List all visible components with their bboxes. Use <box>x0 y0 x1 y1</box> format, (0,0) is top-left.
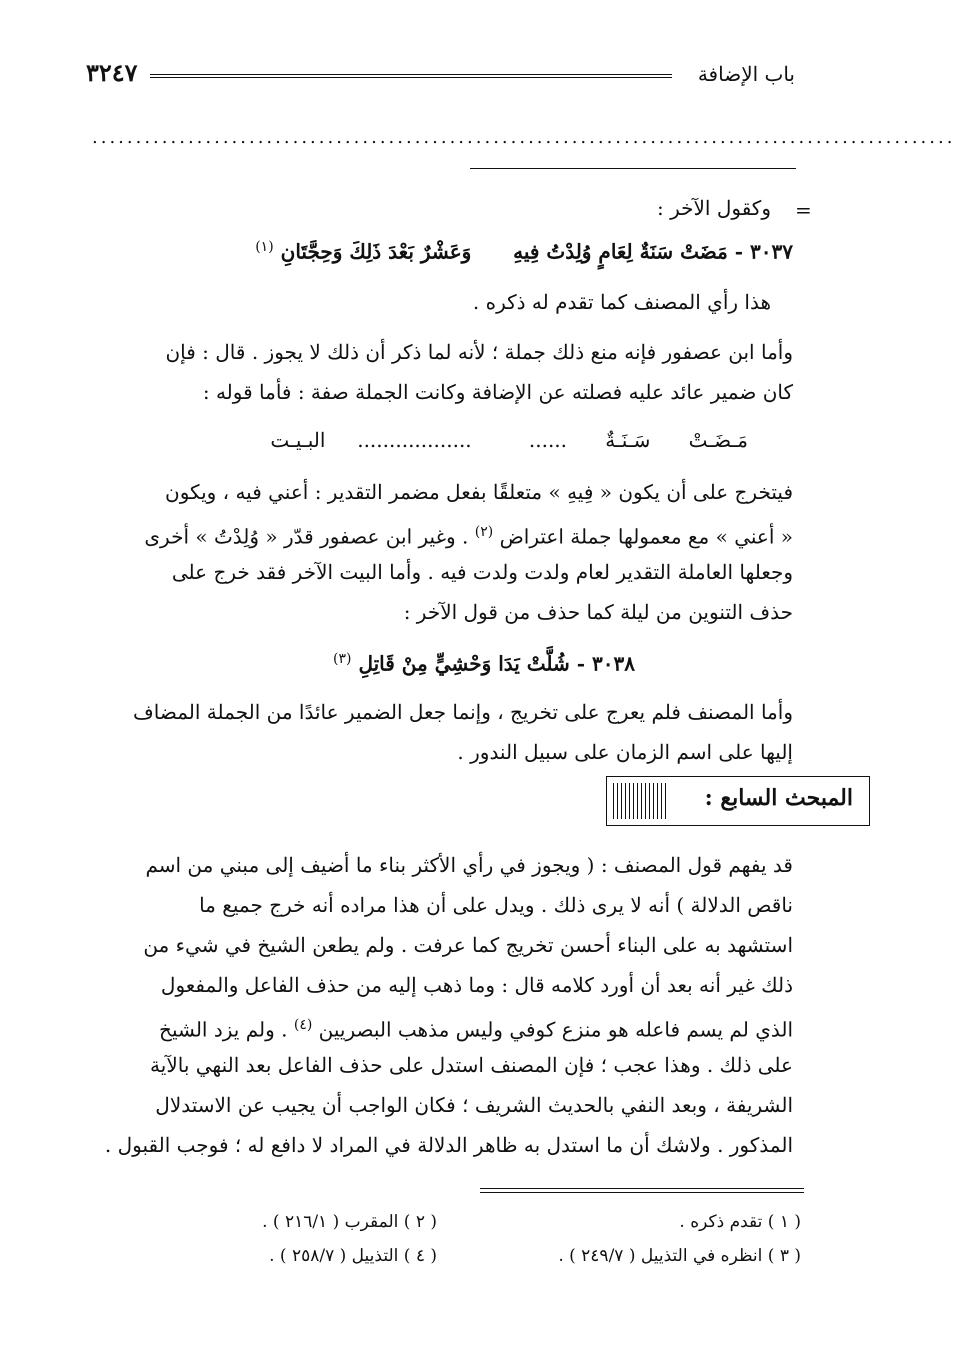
continuation-mark: = <box>795 198 812 222</box>
text-line: قد يفهم قول المصنف : ( ويجوز في رأي الأكثر بناء ما أضيف إلى مبني من اسم <box>145 853 793 877</box>
quoted-dots: .................. <box>357 428 472 452</box>
section-heading-box <box>606 776 870 826</box>
footnote-ref: (٤) <box>293 1017 313 1033</box>
footnote-4: ( ٤ ) التذييل ( ٢٥٨/٧ ) . <box>269 1246 437 1266</box>
text-line: المذكور . ولاشك أن ما استدل به ظاهر الدلالة في المراد لا دافع له ؛ فوجب القبول . <box>104 1133 793 1157</box>
page-number: ٣٢٤٧ <box>86 58 138 87</box>
continuation-dots: ................................................................................................... <box>92 127 955 148</box>
footnote-ref: (١) <box>255 239 274 255</box>
verse-hemistich-1: مَضَتْ سَنَةٌ لِعَامٍ وُلِدْتُ فِيهِ <box>513 239 728 264</box>
text-line: إليها على اسم الزمان على سبيل الندور . <box>457 740 793 764</box>
footnote-1: ( ١ ) تقدم ذكره . <box>679 1212 801 1232</box>
footnote-2: ( ٢ ) المقرب ( ٢١٦/١ ) . <box>262 1212 437 1232</box>
section-title: المبحث السابع : <box>704 785 853 811</box>
footnote-ref: (٣) <box>333 651 352 667</box>
text-line: حذف التنوين من ليلة كما حذف من قول الآخر : <box>403 600 793 624</box>
quoted-word: سَـنَـةٌ <box>605 428 651 452</box>
text-line: « أعني » مع معمولها جملة اعتراض $^{(٢)}$ . وغير ابن عصفور قدّر « وُلِدْتُ » أخرى <box>144 524 793 549</box>
footnote-3: ( ٣ ) انظره في التذييل ( ٢٤٩/٧ ) . <box>558 1246 801 1266</box>
verse-3038 <box>92 644 635 679</box>
text-line: على ذلك . وهذا عجب ؛ فإن المصنف استدل على حذف الفاعل بعد النهي بالآية <box>150 1053 793 1077</box>
text-line: ذلك غير أنه بعد أن أورد كلامه قال : وما ذهب إليه من حذف الفاعل والمفعول <box>160 973 793 997</box>
text-line: الشريفة ، وبعد النفي بالحديث الشريف ؛ فكان الواجب أن يجيب عن الاستدلال <box>155 1093 793 1117</box>
verse-number: ٣٠٣٧ - <box>734 239 793 264</box>
text-line: استشهد به على البناء أحسن تخريج كما عرفت . ولم يطعن الشيخ في شيء من <box>143 933 793 957</box>
text-line: فيتخرج على أن يكون « فِيهِ » متعلقًا بفعل مضمر التقدير : أعني فيه ، ويكون <box>165 480 793 504</box>
quoted-verse <box>92 425 748 455</box>
section-hatch-ornament <box>613 783 667 819</box>
quoted-dots: ...... <box>528 428 568 452</box>
footnote-ref: (٢) <box>474 524 494 540</box>
text-line: هذا رأي المصنف كما تقدم له ذكره . <box>472 290 771 314</box>
text-line: وجعلها العاملة التقدير لعام ولدت ولدت فيه . وأما البيت الآخر فقد خرج على <box>171 560 793 584</box>
text-line: كان ضمير عائد عليه فصلته عن الإضافة وكانت الجملة صفة : فأما قوله : <box>202 380 793 404</box>
text-line: ناقص الدلالة ) أنه لا يرى ذلك . ويدل على أن هذا مراده أنه خرج جميع ما <box>199 893 793 917</box>
text-line: الذي لم يسم فاعله هو منزع كوفي وليس مذهب البصريين $^{(٤)}$ . ولم يزد الشيخ <box>159 1017 793 1042</box>
quoted-word: البـيـت <box>270 428 326 452</box>
continuation-rule <box>470 168 796 169</box>
header-rule <box>150 74 672 78</box>
verse-text: شُلَّتْ يَدَا وَحْشِيٍّ مِنْ قَاتِلِ <box>358 651 570 676</box>
text-line: وأما ابن عصفور فإنه منع ذلك جملة ؛ لأنه لما ذكر أن ذلك لا يجوز . قال : فإن <box>165 340 793 364</box>
quoted-word: مَـضَـتْ <box>688 428 748 452</box>
footnote-rule <box>480 1188 804 1193</box>
verse-number: ٣٠٣٨ - <box>576 651 635 676</box>
intro-line: وكقول الآخر : <box>657 196 771 220</box>
chapter-title: باب الإضافة <box>697 62 795 86</box>
text-line: وأما المصنف فلم يعرج على تخريج ، وإنما جعل الضمير عائدًا من الجملة المضاف <box>133 700 793 724</box>
verse-hemistich-2: وَعَشْرٌ بَعْدَ ذَلِكَ وَحِجَّتَانِ <box>280 239 472 264</box>
verse-3037 <box>92 232 793 267</box>
